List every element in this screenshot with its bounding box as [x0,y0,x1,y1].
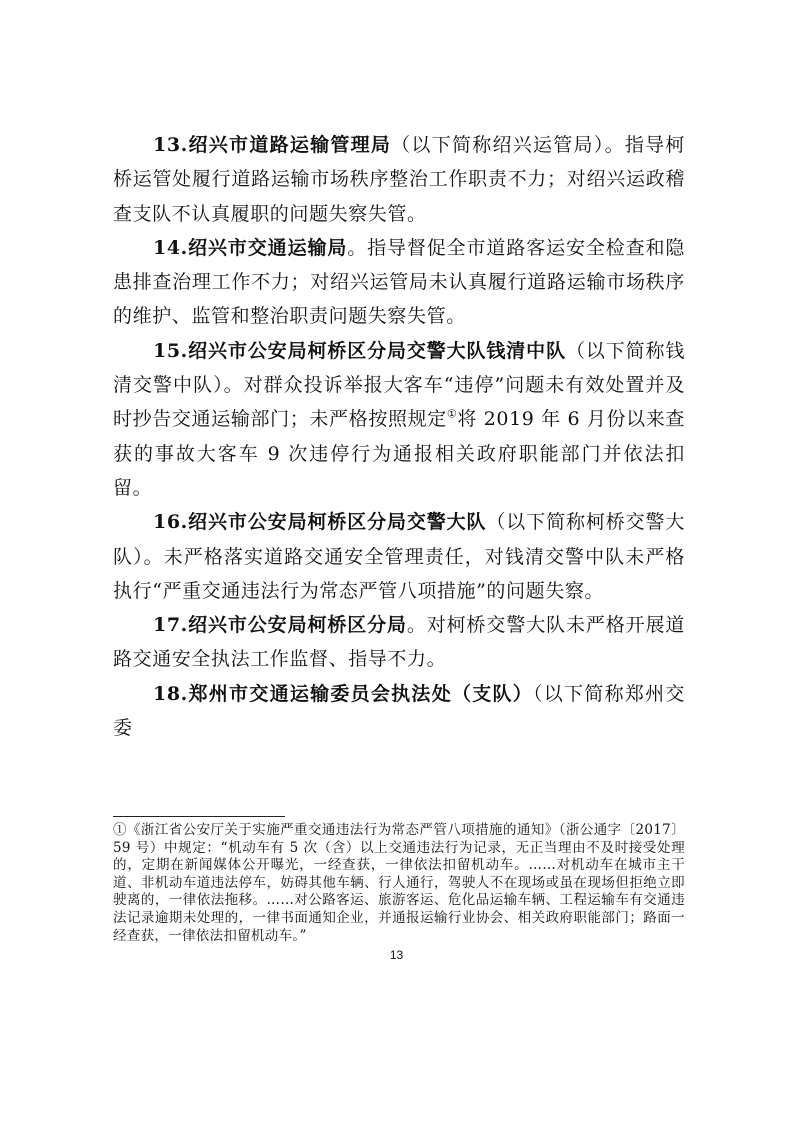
paragraph-heading: 13.绍兴市道路运输管理局 [153,134,392,156]
paragraph-text: （以下简称绍兴运管局）。指导柯桥运管处履行道路运输市场秩序整治工作职责不力；对绍兴运政稽查支队不认真履职的问题失察失管。 [113,134,685,225]
paragraph-text: （以下简称柯桥交警大队）。未严格落实道路交通安全管理责任，对钱清交警中队未严格执行“严重交通违法行为常态严管八项措施”的问题失察。 [113,511,685,602]
footnote-reference[interactable]: ① [446,408,458,422]
paragraph-text: 将 2019 年 6 月份以来查获的事故大客车 9 次违停行为通报相关政府职能部门并依法扣留。 [113,408,686,499]
paragraph-text: 。指导督促全市道路客运安全检查和隐患排查治理工作不力；对绍兴运管局未认真履行道路运输市场秩序的维护、监管和整治职责问题失察失管。 [113,236,686,328]
paragraph-heading: 14.绍兴市交通运输局 [153,236,348,259]
paragraph-text: 。对柯桥交警大队未严格开展道路交通安全执法工作监督、指导不力。 [113,614,685,671]
paragraph-18 [113,677,685,746]
footnote: ①《浙江省公安厅关于实施严重交通违法行为常态严管八项措施的通知》（浙公通字〔2017〕59 号）中规定：“机动车有 5 次（含）以上交通违法行为记录，无正当理由不及时接受处理的，定期在新闻媒体公开曝光，一经查获，一律依法扣留机动车。……对机动车在城市主干道、非机动车道违法停车，妨碍其他车辆、行人通行，驾驶人不在现场或虽在现场但拒绝立即驶离的，一律依法拖移。……对公路客运、旅游客运、危化品运输车辆、工程运输车有交通违法记录逾期未处理的，一律书面通知企业，并通报运输行业协会、相关政府职能部门；路面一经查获，一律依法扣留机动车。” [113,822,685,944]
paragraph-heading: 16.绍兴市公安局柯桥区分局交警大队 [153,511,487,534]
paragraph-16 [113,505,685,608]
footnote-divider [113,816,285,817]
paragraph-text: （以下简称钱清交警中队）。对群众投诉举报大客车“违停”问题未有效处置并及时抄告交通运输部门；未严格按照规定 [113,339,685,431]
paragraph-14 [113,231,685,334]
paragraph-heading: 17.绍兴市公安局柯桥区分局 [153,614,407,637]
paragraph-heading: 15.绍兴市公安局柯桥区分局交警大队钱清中队 [153,339,566,362]
page-number: 13 [389,948,404,962]
paragraph-13 [113,128,685,231]
body-text [113,128,685,745]
paragraph-heading: 18.郑州市交通运输委员会执法处（支队） [153,682,534,705]
paragraph-15 [113,334,685,505]
paragraph-17 [113,608,685,677]
paragraph-text: （以下简称郑州交委 [113,682,685,740]
